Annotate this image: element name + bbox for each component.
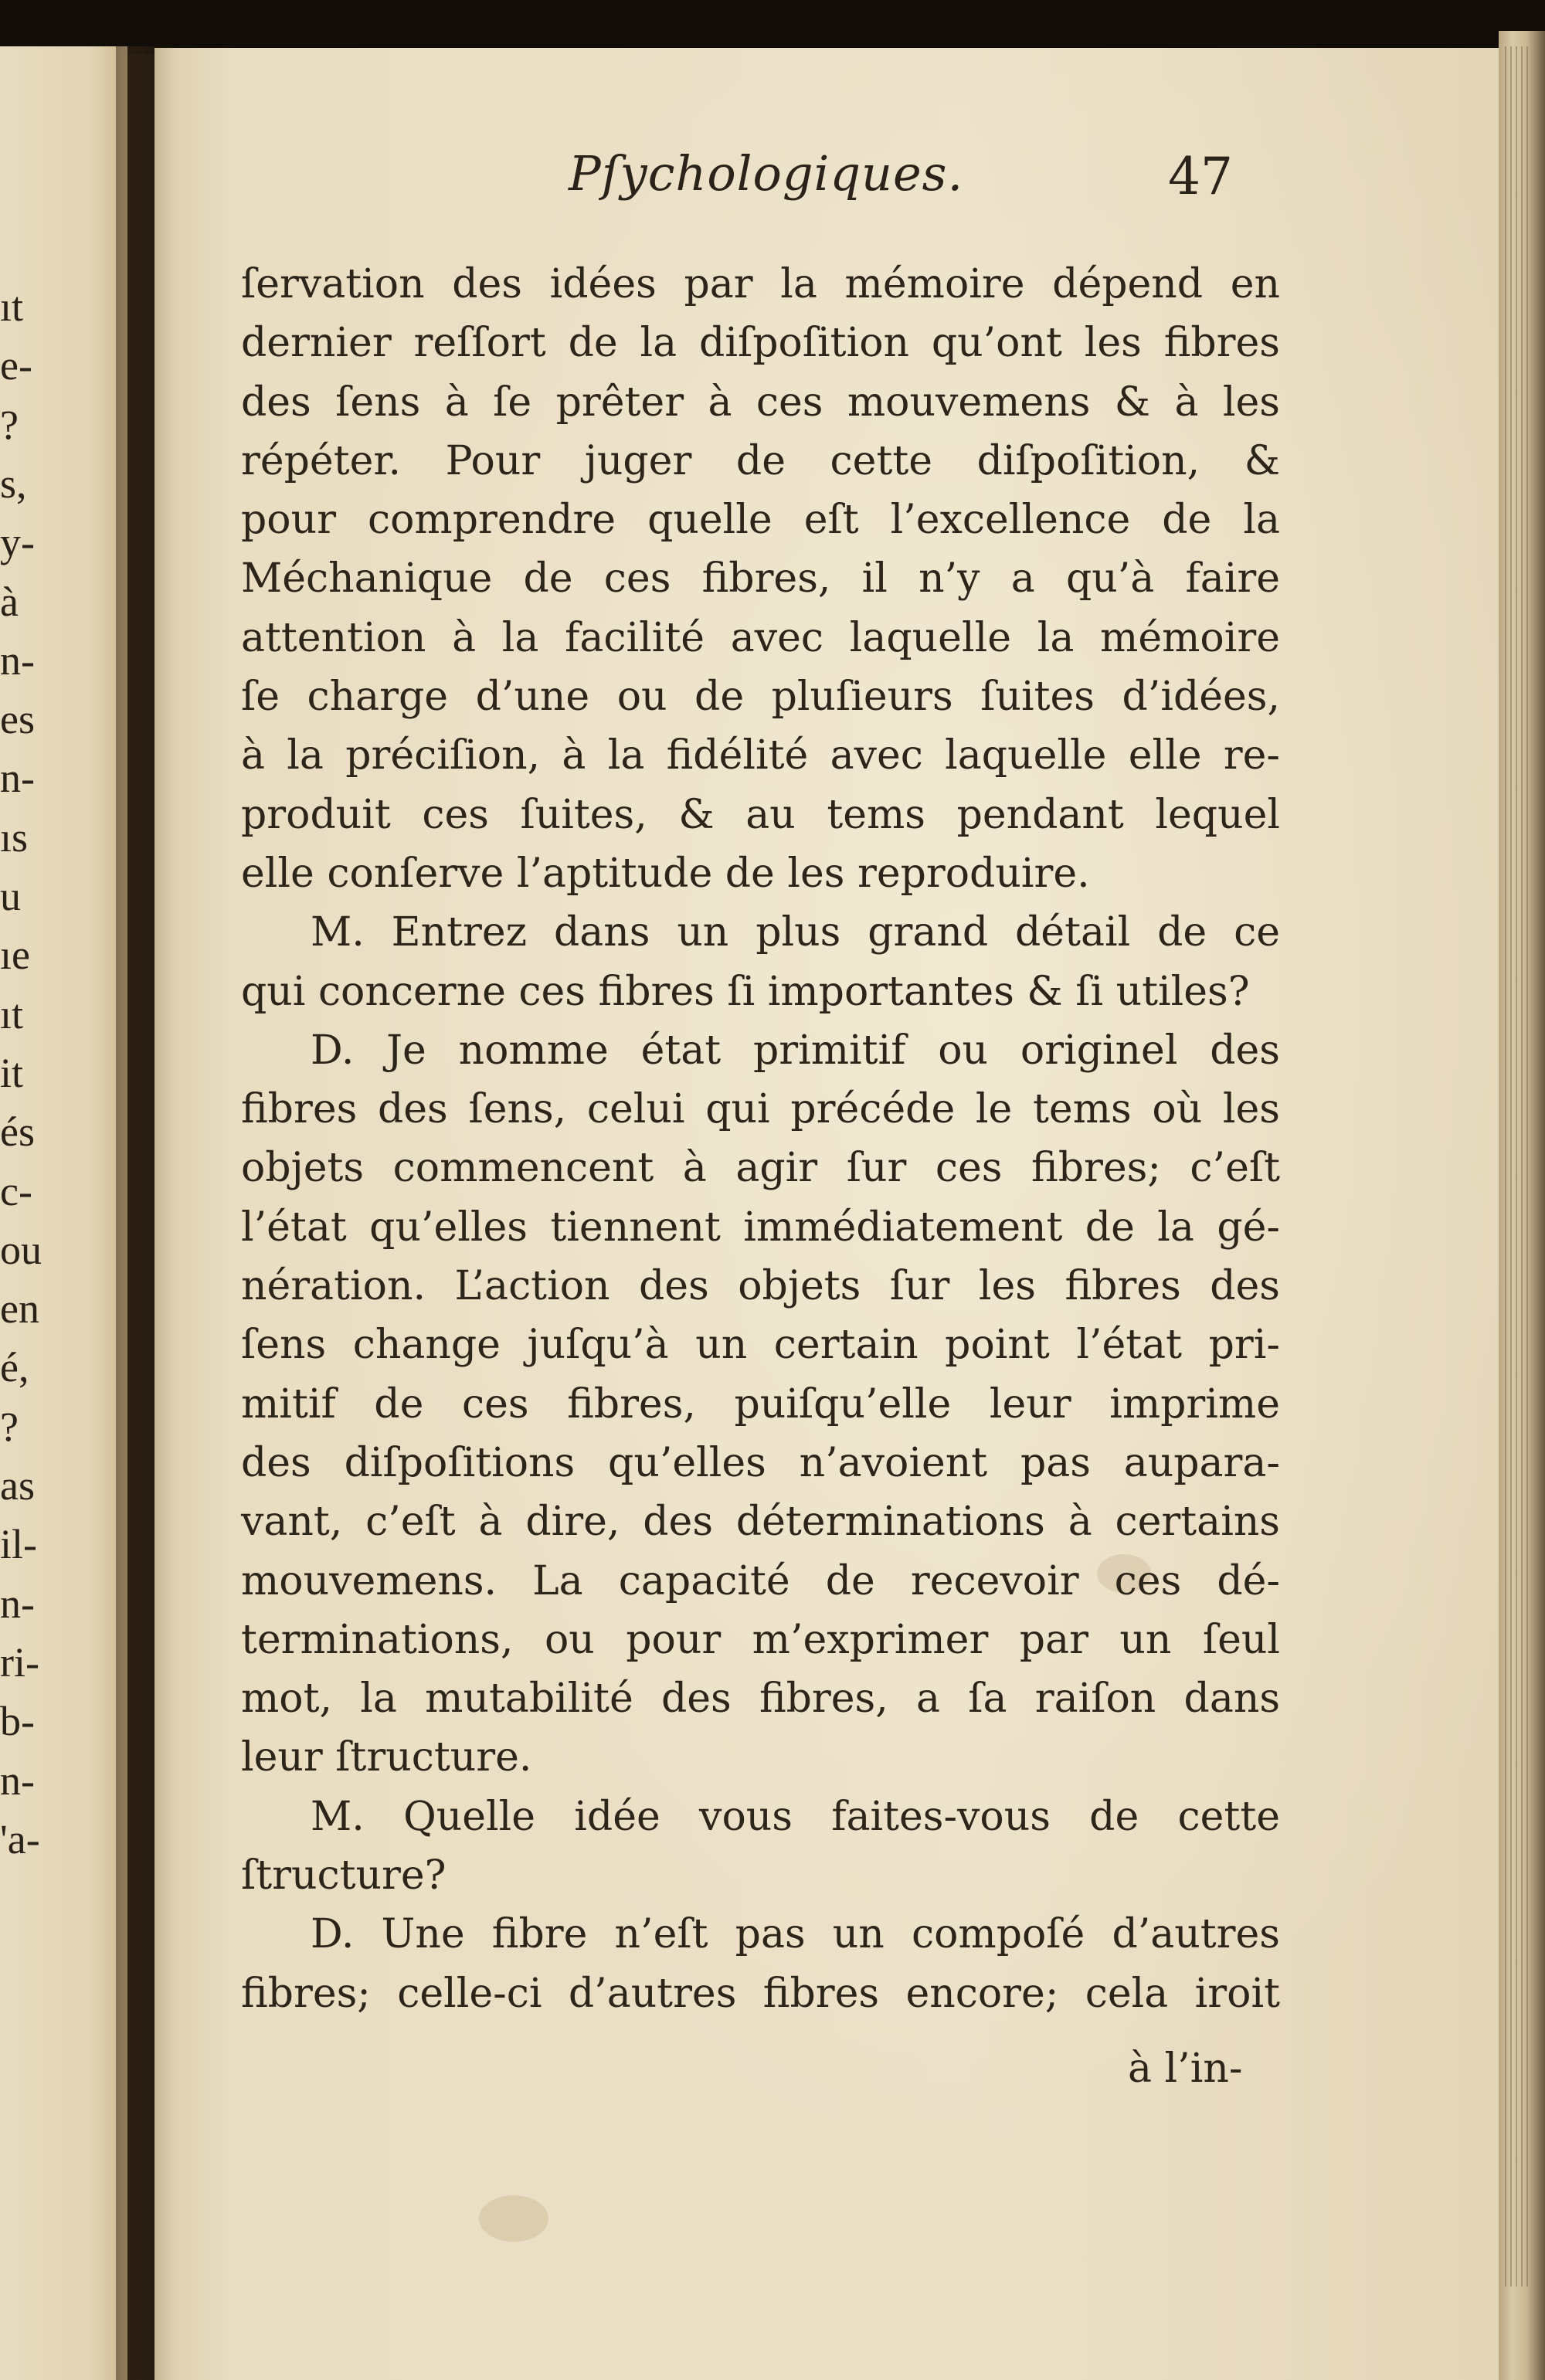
left-page-fragment: s,: [0, 460, 27, 507]
text-line: l’état qu’elles tiennent immédiatement de la gé-: [241, 1204, 1280, 1251]
text-line: elle conſerve l’aptitude de les reproduire.: [241, 850, 1090, 897]
text-line: dernier reſſort de la diſpoſition qu’ont les fibres: [241, 320, 1280, 367]
text-line: ſe charge d’une ou de pluſieurs ſuites d’idées,: [241, 674, 1280, 721]
left-page-fragment: ıe: [0, 932, 30, 979]
text-line: mot, la mutabilité des fibres, a ſa raiſon dans: [241, 1676, 1280, 1723]
left-page-fragment: y-: [0, 519, 35, 566]
left-page-fragment: ou: [0, 1226, 42, 1273]
text-line: pour comprendre quelle eſt l’excellence de la: [241, 497, 1280, 544]
left-page-fragment: 'a-: [0, 1815, 40, 1862]
left-page-fragment: ?: [0, 401, 19, 448]
left-page-fragment: n-: [0, 1757, 35, 1804]
left-page-fragment: ?: [0, 1403, 19, 1450]
text-line: ſtructure?: [241, 1852, 447, 1900]
left-page-fragment: n-: [0, 637, 35, 684]
left-page-fragment: ıs: [0, 813, 29, 861]
left-page-fragment: ıt: [0, 283, 24, 330]
left-page-fragment: és: [0, 1109, 35, 1156]
catchword: à l’in-: [1128, 2046, 1243, 2092]
text-line: des ſens à ſe prêter à ces mouvemens & à les: [241, 379, 1280, 426]
text-line: des diſpoſitions qu’elles n’avoient pas aupara-: [241, 1439, 1280, 1486]
text-line: nération. L’action des objets ſur les fibres des: [241, 1263, 1280, 1310]
left-page-fragment: e-: [0, 342, 32, 389]
text-line: objets commencent à agir ſur ces fibres; c’eſt: [241, 1145, 1280, 1192]
text-line: M. Entrez dans un plus grand détail de ce: [311, 909, 1280, 956]
text-line: répéter. Pour juger de cette diſpoſition, &: [241, 437, 1280, 484]
left-page-fragment: n-: [0, 755, 35, 802]
text-line: fibres; celle-ci d’autres fibres encore; cela iroit: [241, 1970, 1280, 2017]
text-line: fibres des ſens, celui qui précéde le tems où les: [241, 1086, 1280, 1133]
scan-background: [0, 0, 1545, 54]
text-line: à la préciſion, à la fidélité avec laquelle elle re-: [241, 732, 1280, 779]
paper-stain: [479, 2195, 548, 2242]
left-facing-page: [0, 46, 127, 2380]
left-page-fragment: it: [0, 1049, 24, 1096]
left-page-fragment: u: [0, 873, 21, 919]
text-line: Méchanique de ces fibres, il n’y a qu’à faire: [241, 555, 1280, 603]
text-line: mouvemens. La capacité de recevoir ces dé-: [241, 1557, 1280, 1604]
left-page-fragment: b-: [0, 1698, 35, 1745]
text-line: M. Quelle idée vous faites-vous de cette: [311, 1793, 1280, 1840]
text-line: ſens change juſqu’à un certain point l’état pri-: [241, 1322, 1280, 1369]
text-line: vant, c’eſt à dire, des déterminations à certains: [241, 1499, 1280, 1546]
text-line: ſervation des idées par la mémoire dépend en: [241, 261, 1280, 307]
left-page-fragment: es: [0, 696, 35, 743]
text-line: attention à la facilité avec laquelle la mémoire: [241, 614, 1280, 661]
book-gutter-shadow: [116, 46, 178, 2380]
text-line: produit ces ſuites, & au tems pendant lequel: [241, 791, 1280, 838]
running-head: Pſychologiques.: [569, 145, 964, 202]
text-line: terminations, ou pour m’exprimer par un ſeul: [241, 1616, 1280, 1663]
text-line: mitif de ces fibres, puiſqu’elle leur imprime: [241, 1380, 1280, 1428]
left-page-fragment: il-: [0, 1521, 37, 1568]
left-page-fragment: é,: [0, 1344, 29, 1391]
left-page-fragment: c-: [0, 1167, 32, 1214]
left-page-fragment: as: [0, 1462, 35, 1509]
left-page-fragment: ıt: [0, 990, 24, 1037]
body-text: [241, 255, 1280, 2023]
text-line: qui concerne ces fibres ſi importantes & ſi utiles?: [241, 968, 1250, 1015]
text-line: D. Je nomme état primitif ou originel des: [311, 1027, 1280, 1074]
left-page-fragment: n-: [0, 1580, 35, 1627]
left-page-text-fragments: [0, 46, 127, 2380]
text-line: leur ſtructure.: [241, 1734, 532, 1781]
left-page-fragment: à: [0, 578, 19, 625]
left-page-fragment: en: [0, 1285, 39, 1333]
text-line: D. Une fibre n’eſt pas un compoſé d’autres: [311, 1911, 1280, 1958]
left-page-fragment: ri-: [0, 1638, 39, 1686]
page-edge-lines: [1505, 46, 1528, 2287]
page-number: 47: [1168, 147, 1233, 206]
